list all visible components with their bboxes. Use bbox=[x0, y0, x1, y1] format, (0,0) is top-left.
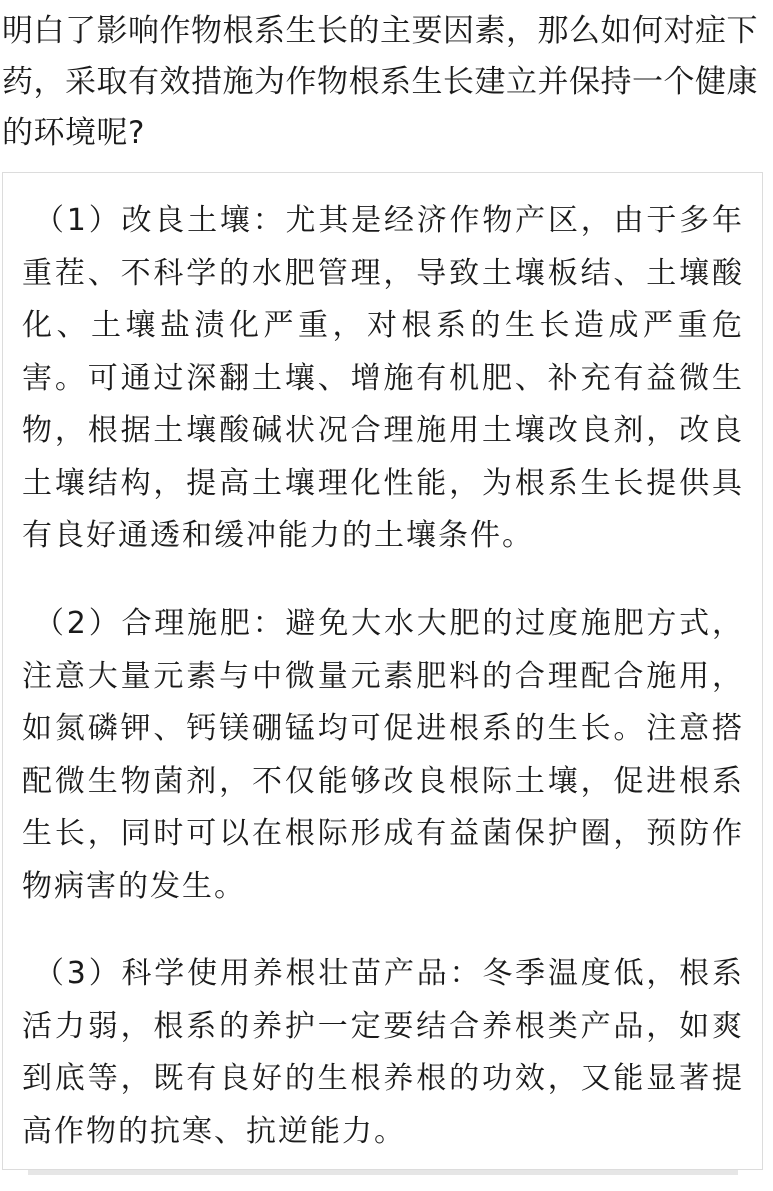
section-root-products: （3）科学使用养根壮苗产品：冬季温度低，根系活力弱，根系的养护一定要结合养根类产品，如爽到底等，既有良好的生根养根的功效，又能显著提高作物的抗寒、抗逆能力。 bbox=[22, 956, 744, 1149]
card-bottom-shadow bbox=[28, 1170, 738, 1175]
section-fertilization: （2）合理施肥：避免大水大肥的过度施肥方式，注意大量元素与中微量元素肥料的合理配合施用，如氮磷钾、钙镁硼锰均可促进根系的生长。注意搭配微生物菌剂，不仅能够改良根际土壤，促进根系生长，同时可以在根际形成有益菌保护圈，预防作物病害的发生。 bbox=[22, 606, 744, 904]
intro-paragraph: 明白了影响作物根系生长的主要因素，那么如何对症下药，采取有效措施为作物根系生长建立并保持一个健康的环境呢? bbox=[2, 13, 758, 151]
section-soil-improvement: （1）改良土壤：尤其是经济作物产区，由于多年重茬、不科学的水肥管理，导致土壤板结、土壤酸化、土壤盐渍化严重，对根系的生长造成严重危害。可通过深翻土壤、增施有机肥、补充有益微生物，根据土壤酸碱状况合理施用土壤改良剂，改良土壤结构，提高土壤理化性能，为根系生长提供具有良好通透和缓冲能力的土壤条件。 bbox=[22, 203, 744, 553]
